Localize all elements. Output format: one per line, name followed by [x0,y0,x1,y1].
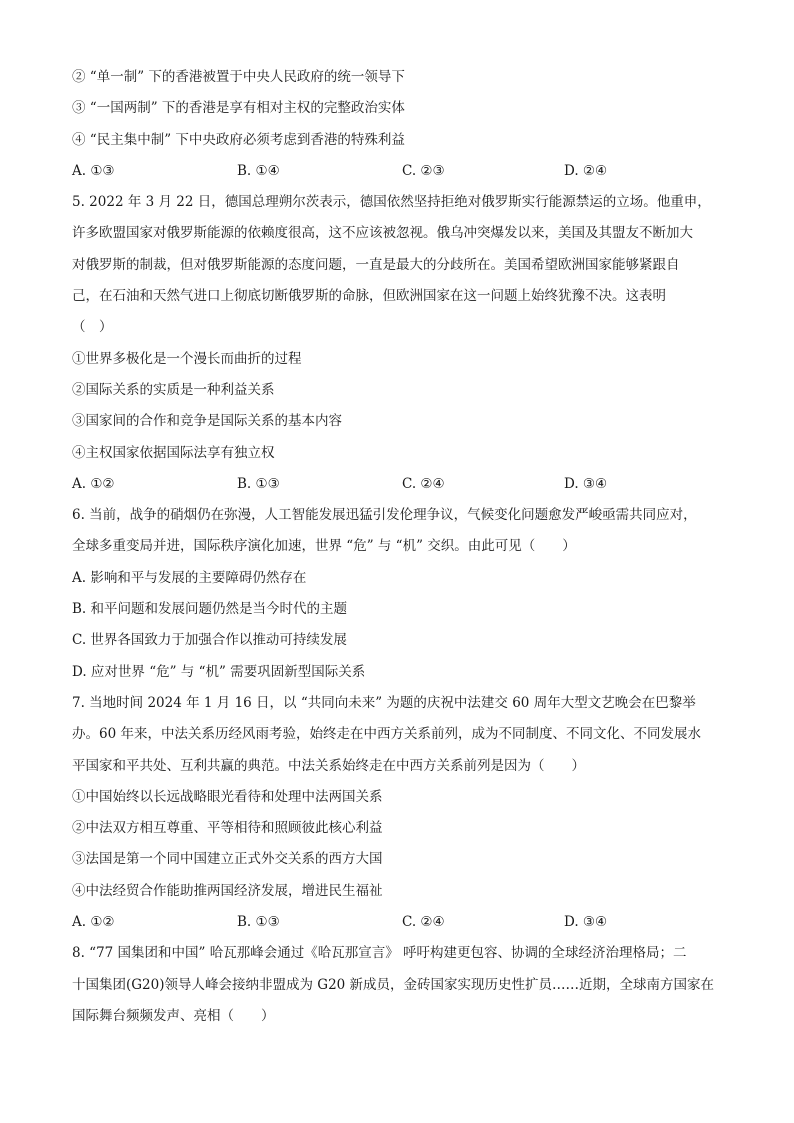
exam-page [72,62,724,1032]
q7-option-d: D. ③④ [564,914,608,931]
q6-choice-d: D. 应对世界 “危” 与 “机” 需要巩固新型国际关系 [72,663,366,680]
q5-item-1: ①世界多极化是一个漫长而曲折的过程 [72,350,302,367]
q6-choice-a: A. 影响和平与发展的主要障碍仍然存在 [72,569,307,586]
q5-option-a: A. ①② [72,475,115,492]
question-7 [72,688,724,938]
q4-options [72,156,724,187]
q7-item-3: ③法国是第一个同中国建立正式外交关系的西方大国 [72,851,383,868]
q6-stem-line: 6. 当前，战争的硝烟仍在弥漫，人工智能发展迅猛引发伦理争议，气候变化问题愈发严峻亟需共同应对， [72,507,697,524]
q7-stem-line: 7. 当地时间 2024 年 1 月 16 日，以 “共同向未来” 为题的庆祝中法建交 60 周年大型文艺晚会在巴黎举 [72,694,696,711]
q5-item-3: ③国家间的合作和竞争是国际关系的基本内容 [72,413,342,430]
q5-option-c: C. ②④ [402,475,445,492]
q4-option-c: C. ②③ [402,162,445,179]
question-6 [72,500,724,688]
q7-item-1: ①中国始终以长远战略眼光看待和处理中法两国关系 [72,788,383,805]
q5-option-b: B. ①③ [237,475,280,492]
q5-answer-blank: （ ） [72,319,113,336]
q7-item-4: ④中法经贸合作能助推两国经济发展，增进民生福祉 [72,882,383,899]
q6-choice-c: C. 世界各国致力于加强合作以推动可持续发展 [72,632,347,649]
q4-item-4: ④ “民主集中制” 下中央政府必须考虑到香港的特殊利益 [72,131,405,148]
q6-stem-line: 全球多重变局并进，国际秩序演化加速，世界 “危” 与 “机” 交织。由此可见（ ） [72,538,576,555]
q8-stem-line: 十国集团(G20)领导人峰会接纳非盟成为 G20 新成员，金砖国家实现历史性扩员……近期，全球南方国家在 [72,976,715,993]
q4-option-a: A. ①③ [72,162,115,179]
q7-stem-line: 平国家和平共处、互利共赢的典范。中法关系始终走在中西方关系前列是因为（ ） [72,757,585,774]
q4-item-3: ③ “一国两制” 下的香港是享有相对主权的完整政治实体 [72,100,405,117]
q8-stem-line: 8. “77 国集团和中国” 哈瓦那峰会通过《哈瓦那宣言》 呼吁构建更包容、协调的全球经济治理格局；二 [72,945,687,962]
question-5 [72,187,724,500]
question-8 [72,938,724,1032]
q7-option-a: A. ①② [72,914,115,931]
q5-item-4: ④主权国家依据国际法享有独立权 [72,444,275,461]
q6-choice-b: B. 和平问题和发展问题仍然是当今时代的主题 [72,601,348,618]
q7-option-b: B. ①③ [237,914,280,931]
q8-stem-line: 国际舞台频频发声、亮相（ ） [72,1007,275,1024]
q4-item-2: ② “单一制” 下的香港被置于中央人民政府的统一领导下 [72,69,405,85]
q7-item-2: ②中法双方相互尊重、平等相待和照顾彼此核心利益 [72,820,383,837]
q5-stem-line: 5. 2022 年 3 月 22 日，德国总理朔尔茨表示，德国依然坚持拒绝对俄罗斯实行能源禁运的立场。他重申， [72,194,711,211]
q5-item-2: ②国际关系的实质是一种利益关系 [72,381,275,398]
q7-options [72,907,724,938]
q7-option-c: C. ②④ [402,914,445,931]
question-4 [72,62,724,187]
q4-option-d: D. ②④ [564,162,608,179]
q5-stem-line: 对俄罗斯的制裁，但对俄罗斯能源的态度问题，一直是最大的分歧所在。美国希望欧洲国家能够紧跟自 [72,256,680,273]
q5-option-d: D. ③④ [564,475,608,492]
q5-stem-line: 己，在石油和天然气进口上彻底切断俄罗斯的命脉，但欧洲国家在这一问题上始终犹豫不决。这表明 [72,288,666,305]
q5-stem-line: 许多欧盟国家对俄罗斯能源的依赖度很高，这不应该被忽视。俄乌冲突爆发以来，美国及其盟友不断加大 [72,225,693,242]
q4-option-b: B. ①④ [237,162,280,179]
q5-options [72,469,724,500]
q7-stem-line: 办。60 年来，中法关系历经风雨考验，始终走在中西方关系前列，成为不同制度、不同文化、不同发展水 [72,726,701,743]
